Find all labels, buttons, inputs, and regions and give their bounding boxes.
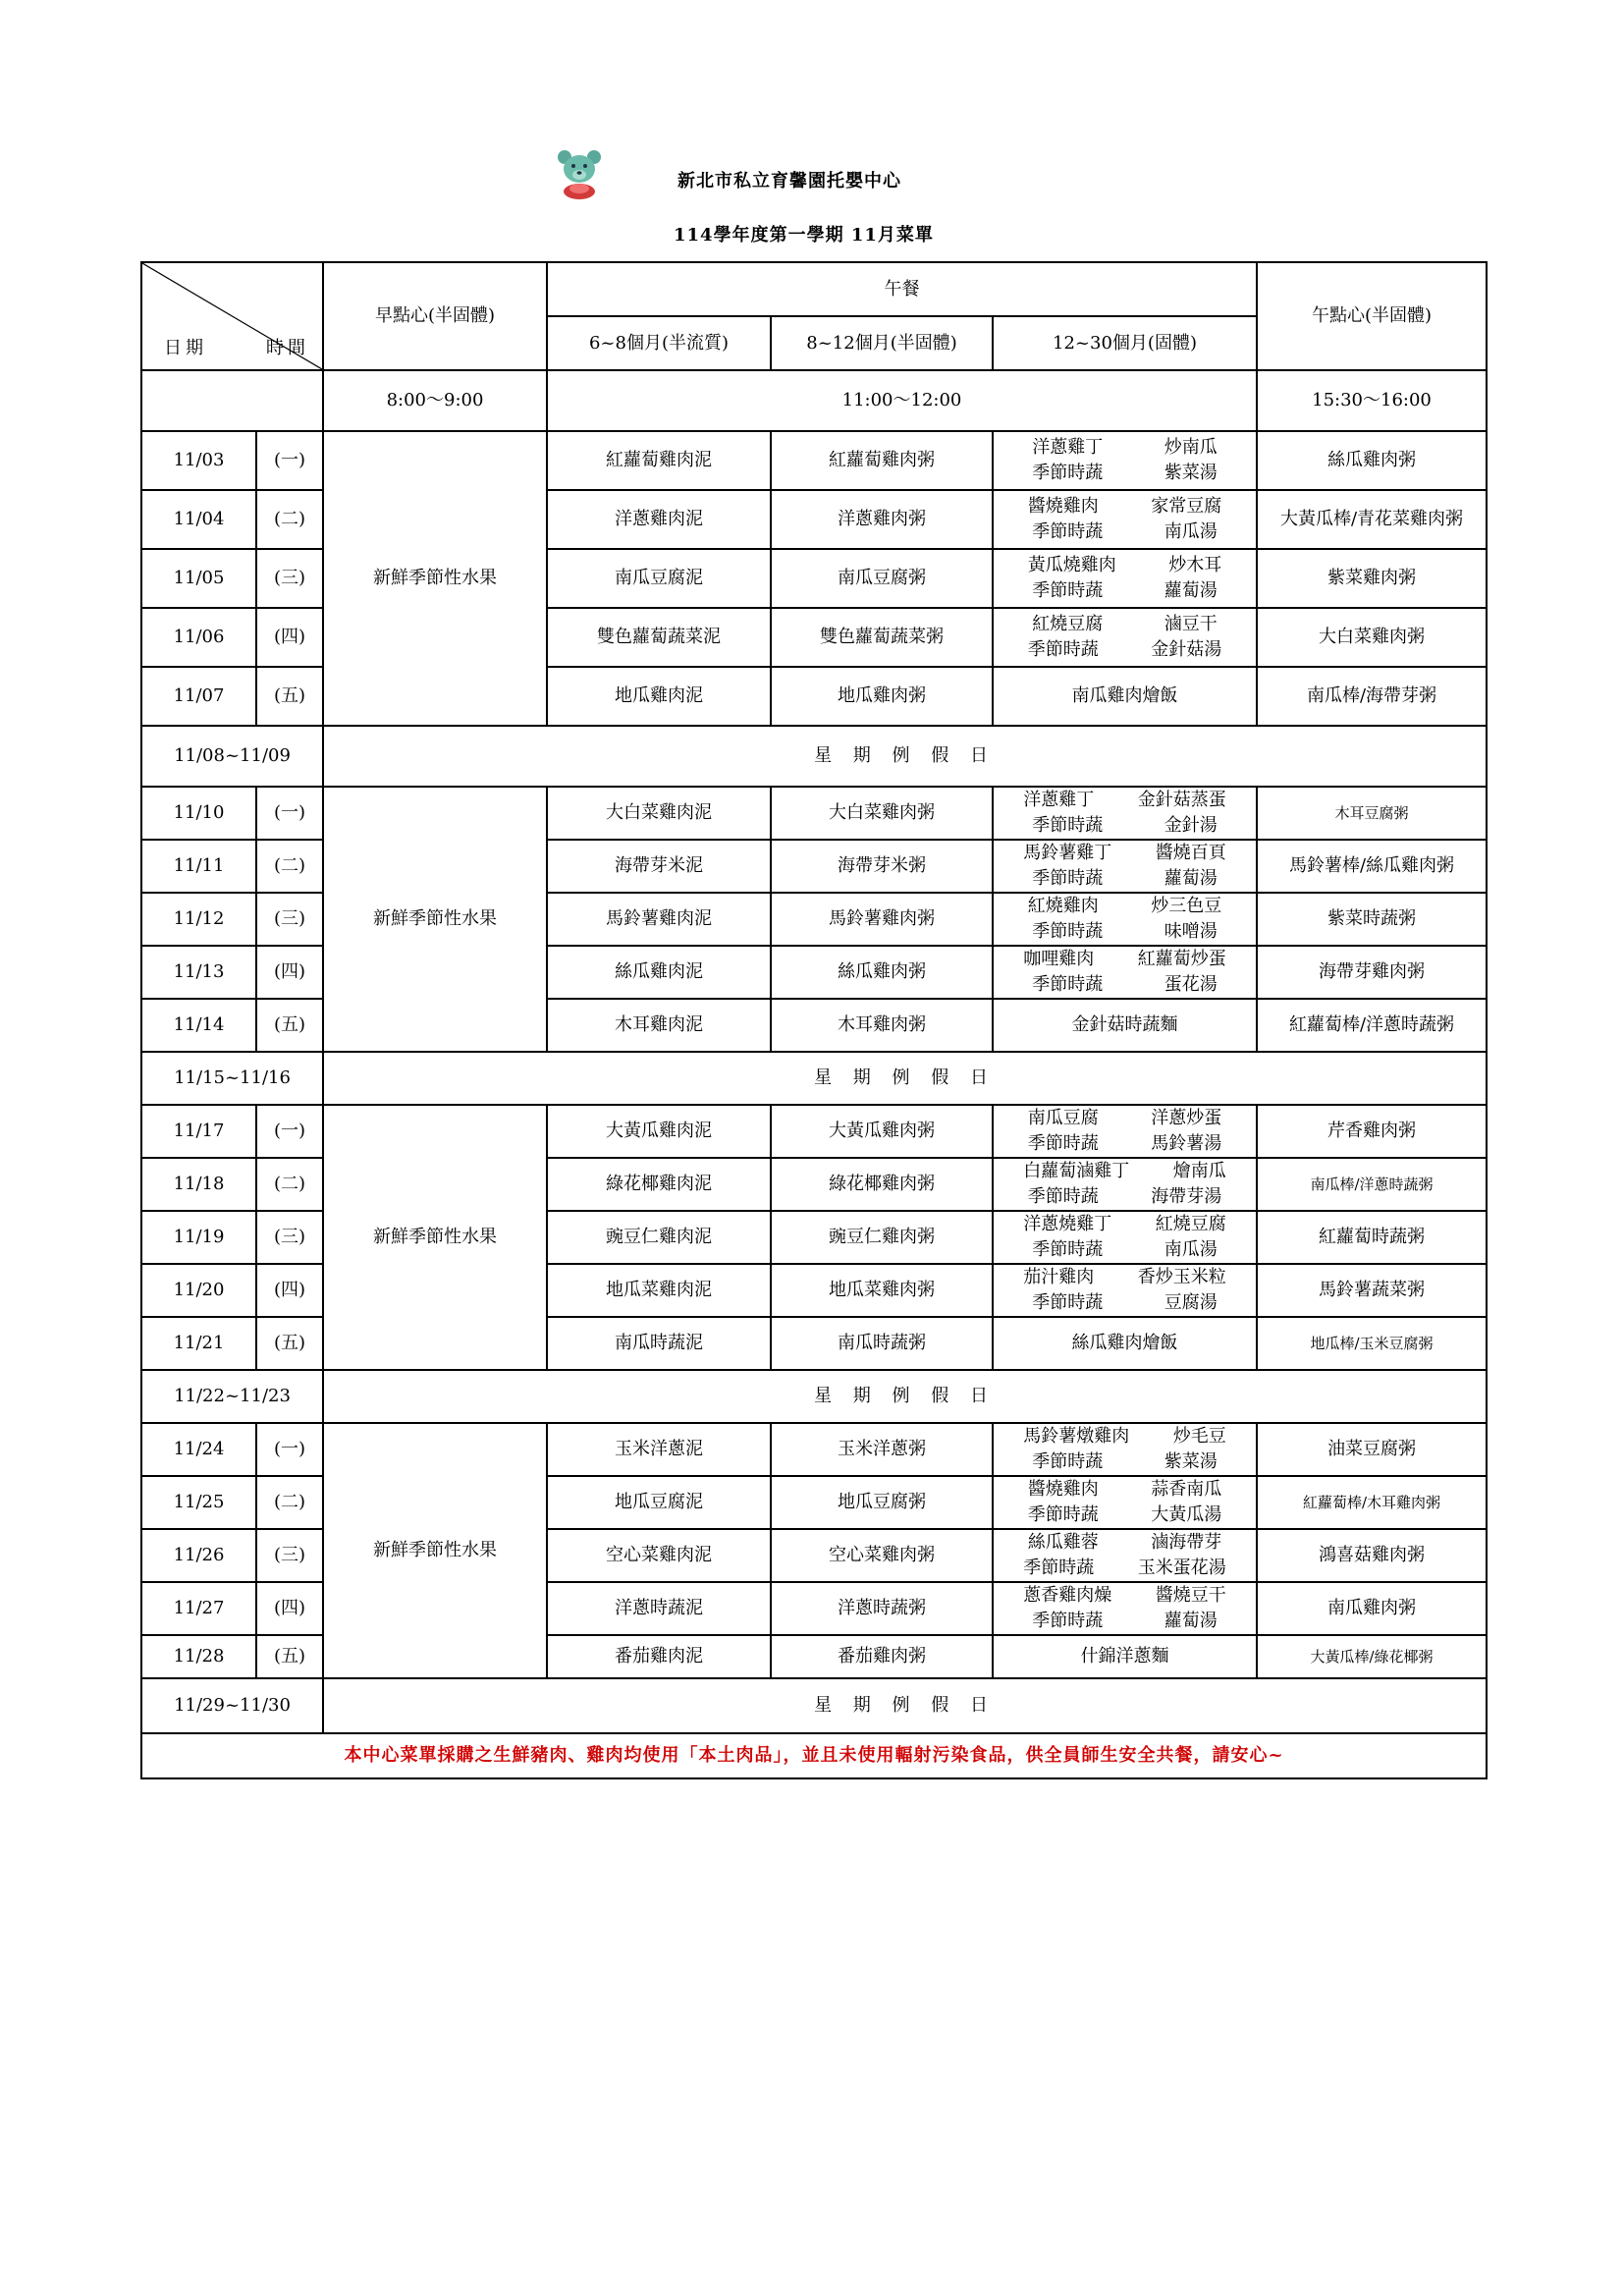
weekday-cell: (一): [256, 787, 323, 840]
breakfast-cell: 新鮮季節性水果: [323, 787, 547, 1052]
lunch-6-8-cell: 地瓜雞肉泥: [547, 667, 771, 726]
side-dish: 家常豆腐: [1151, 496, 1222, 517]
lunch-12-30-cell: [993, 946, 1257, 999]
lunch-8-12-cell: 海帶芽米粥: [771, 840, 993, 893]
lunch-side-line: [996, 637, 1254, 663]
lunch-12-30-cell: [993, 1423, 1257, 1476]
lunch-8-12-cell: 玉米洋蔥粥: [771, 1423, 993, 1476]
holiday-row: [141, 1370, 1487, 1423]
date-header-label: 日期: [164, 338, 207, 358]
side-dish: 紅燒豆腐: [1155, 1214, 1226, 1234]
side-dish: 醬燒豆干: [1155, 1585, 1226, 1606]
vegetable-dish: 季節時蔬: [1032, 1239, 1104, 1260]
lunch-6-8-cell: 地瓜豆腐泥: [547, 1476, 771, 1529]
lunch-12-30-cell: [993, 1529, 1257, 1582]
holiday-date-cell: 11/29~11/30: [141, 1678, 323, 1733]
lunch-6-8-cell: 番茄雞肉泥: [547, 1635, 771, 1678]
lunch-12-30-header: 12~30個月(固體): [993, 316, 1257, 370]
snack-cell: 馬鈴薯蔬菜粥: [1257, 1264, 1487, 1317]
weekday-cell: (三): [256, 549, 323, 608]
menu-table: [140, 261, 1488, 1779]
main-dish: 茄汁雞肉: [1023, 1267, 1095, 1287]
notice-row: [141, 1733, 1487, 1778]
lunch-main-line: [996, 894, 1254, 919]
lunch-8-12-cell: 番茄雞肉粥: [771, 1635, 993, 1678]
lunch-12-30-cell: [993, 1264, 1257, 1317]
vegetable-dish: 季節時蔬: [1032, 921, 1104, 942]
breakfast-time: 8:00～9:00: [323, 370, 547, 431]
main-dish: 紅燒雞肉: [1027, 896, 1099, 916]
soup-dish: 南瓜湯: [1164, 1239, 1218, 1260]
snack-cell: 油菜豆腐粥: [1257, 1423, 1487, 1476]
snack-cell: 馬鈴薯棒/絲瓜雞肉粥: [1257, 840, 1487, 893]
menu-row: [141, 1105, 1487, 1158]
snack-cell: 南瓜雞肉粥: [1257, 1582, 1487, 1635]
lunch-8-12-cell: 空心菜雞肉粥: [771, 1529, 993, 1582]
main-dish: 洋蔥燒雞丁: [1023, 1214, 1112, 1234]
lunch-main-line: [996, 841, 1254, 866]
lunch-6-8-cell: 豌豆仁雞肉泥: [547, 1211, 771, 1264]
lunch-6-8-cell: 地瓜菜雞肉泥: [547, 1264, 771, 1317]
soup-dish: 味噌湯: [1164, 921, 1218, 942]
weekday-cell: (四): [256, 1264, 323, 1317]
breakfast-header: 早點心(半固體): [323, 262, 547, 370]
snack-cell: 大黃瓜棒/青花菜雞肉粥: [1257, 490, 1487, 549]
soup-dish: 紫菜湯: [1164, 1451, 1218, 1472]
weekday-cell: (一): [256, 1423, 323, 1476]
main-dish: 絲瓜雞蓉: [1027, 1532, 1099, 1553]
side-dish: 炒木耳: [1168, 555, 1222, 575]
weekday-cell: (四): [256, 608, 323, 667]
main-dish: 洋蔥雞丁: [1023, 790, 1095, 810]
lunch-6-8-cell: 絲瓜雞肉泥: [547, 946, 771, 999]
date-cell: 11/11: [141, 840, 256, 893]
vegetable-dish: 季節時蔬: [1032, 521, 1104, 542]
lunch-8-12-cell: 馬鈴薯雞肉粥: [771, 893, 993, 946]
vegetable-dish: 季節時蔬: [1027, 639, 1099, 660]
side-dish: 燴南瓜: [1172, 1161, 1226, 1181]
lunch-side-line: [996, 1184, 1254, 1210]
vegetable-dish: 季節時蔬: [1032, 1451, 1104, 1472]
lunch-12-30-cell: [993, 893, 1257, 946]
lunch-8-12-cell: 大白菜雞肉粥: [771, 787, 993, 840]
side-dish: 炒三色豆: [1151, 896, 1222, 916]
snack-cell: 紅蘿蔔棒/洋蔥時蔬粥: [1257, 999, 1487, 1052]
lunch-12-30-cell: [993, 549, 1257, 608]
snack-cell: 南瓜棒/海帶芽粥: [1257, 667, 1487, 726]
lunch-12-30-cell: [993, 1582, 1257, 1635]
lunch-6-8-cell: 木耳雞肉泥: [547, 999, 771, 1052]
lunch-8-12-cell: 豌豆仁雞肉粥: [771, 1211, 993, 1264]
snack-cell: 紅蘿蔔棒/木耳雞肉粥: [1257, 1476, 1487, 1529]
lunch-12-30-cell: [993, 608, 1257, 667]
lunch-side-line: [996, 1131, 1254, 1157]
lunch-8-12-cell: 地瓜豆腐粥: [771, 1476, 993, 1529]
lunch-12-30-cell: 絲瓜雞肉燴飯: [993, 1317, 1257, 1370]
date-cell: 11/10: [141, 787, 256, 840]
lunch-12-30-cell: [993, 1476, 1257, 1529]
lunch-8-12-cell: 南瓜時蔬粥: [771, 1317, 993, 1370]
lunch-8-12-cell: 木耳雞肉粥: [771, 999, 993, 1052]
date-cell: 11/25: [141, 1476, 256, 1529]
date-cell: 11/12: [141, 893, 256, 946]
lunch-main-line: [996, 1106, 1254, 1131]
lunch-6-8-cell: 大黃瓜雞肉泥: [547, 1105, 771, 1158]
lunch-side-line: [996, 578, 1254, 604]
vegetable-dish: 季節時蔬: [1032, 974, 1104, 995]
soup-dish: 馬鈴薯湯: [1151, 1133, 1222, 1154]
side-dish: 金針菇蒸蛋: [1137, 790, 1226, 810]
lunch-header: 午餐: [547, 262, 1257, 316]
side-dish: 蒜香南瓜: [1151, 1479, 1222, 1500]
lunch-8-12-cell: 雙色蘿蔔蔬菜粥: [771, 608, 993, 667]
holiday-label-cell: 星 期 例 假 日: [323, 726, 1487, 787]
lunch-side-line: [996, 1503, 1254, 1528]
lunch-8-12-header: 8~12個月(半固體): [771, 316, 993, 370]
holiday-date-cell: 11/15~11/16: [141, 1052, 323, 1105]
side-dish: 炒毛豆: [1172, 1426, 1226, 1447]
snack-cell: 大白菜雞肉粥: [1257, 608, 1487, 667]
lunch-main-line: [996, 553, 1254, 578]
date-cell: 11/17: [141, 1105, 256, 1158]
vegetable-dish: 季節時蔬: [1027, 1504, 1099, 1525]
breakfast-cell: 新鮮季節性水果: [323, 1423, 547, 1678]
vegetable-dish: 季節時蔬: [1032, 1292, 1104, 1313]
snack-cell: 地瓜棒/玉米豆腐粥: [1257, 1317, 1487, 1370]
date-cell: 11/21: [141, 1317, 256, 1370]
weekday-cell: (一): [256, 431, 323, 490]
side-dish: 滷海帶芽: [1151, 1532, 1222, 1553]
snack-cell: 紫菜時蔬粥: [1257, 893, 1487, 946]
date-cell: 11/26: [141, 1529, 256, 1582]
lunch-main-line: [996, 1424, 1254, 1449]
lunch-side-line: [996, 919, 1254, 945]
lunch-8-12-cell: 南瓜豆腐粥: [771, 549, 993, 608]
holiday-date-cell: 11/08~11/09: [141, 726, 323, 787]
vegetable-dish: 季節時蔬: [1027, 1186, 1099, 1207]
lunch-6-8-cell: 馬鈴薯雞肉泥: [547, 893, 771, 946]
lunch-6-8-cell: 玉米洋蔥泥: [547, 1423, 771, 1476]
lunch-side-line: [996, 1609, 1254, 1634]
notice-text: 本中心菜單採購之生鮮豬肉、雞肉均使用「本土肉品」，並且未使用輻射污染食品，供全員師生安全共餐，請安心~: [141, 1733, 1487, 1778]
lunch-main-line: [996, 494, 1254, 519]
lunch-12-30-cell: [993, 840, 1257, 893]
lunch-6-8-cell: 洋蔥時蔬泥: [547, 1582, 771, 1635]
side-dish: 紅蘿蔔炒蛋: [1137, 949, 1226, 969]
side-dish: 滷豆干: [1164, 614, 1218, 634]
side-dish: 醬燒百頁: [1155, 843, 1226, 863]
vegetable-dish: 季節時蔬: [1032, 1611, 1104, 1631]
date-cell: 11/27: [141, 1582, 256, 1635]
holiday-label-cell: 星 期 例 假 日: [323, 1370, 1487, 1423]
lunch-side-line: [996, 972, 1254, 998]
weekday-cell: (五): [256, 999, 323, 1052]
lunch-6-8-cell: 空心菜雞肉泥: [547, 1529, 771, 1582]
date-cell: 11/24: [141, 1423, 256, 1476]
snack-cell: 鴻喜菇雞肉粥: [1257, 1529, 1487, 1582]
soup-dish: 豆腐湯: [1164, 1292, 1218, 1313]
soup-dish: 蘿蔔湯: [1164, 580, 1218, 601]
side-dish: 香炒玉米粒: [1137, 1267, 1226, 1287]
weekday-cell: (四): [256, 1582, 323, 1635]
holiday-label-cell: 星 期 例 假 日: [323, 1678, 1487, 1733]
lunch-12-30-cell: [993, 1105, 1257, 1158]
main-dish: 馬鈴薯燉雞肉: [1023, 1426, 1130, 1447]
lunch-6-8-cell: 大白菜雞肉泥: [547, 787, 771, 840]
lunch-8-12-cell: 綠花椰雞肉粥: [771, 1158, 993, 1211]
lunch-main-line: [996, 947, 1254, 972]
date-cell: 11/14: [141, 999, 256, 1052]
lunch-side-line: [996, 461, 1254, 486]
lunch-12-30-cell: 金針菇時蔬麵: [993, 999, 1257, 1052]
snack-cell: 大黃瓜棒/綠花椰粥: [1257, 1635, 1487, 1678]
lunch-main-line: [996, 1265, 1254, 1290]
soup-dish: 紫菜湯: [1164, 463, 1218, 483]
side-dish: 炒南瓜: [1164, 437, 1218, 458]
date-cell: 11/19: [141, 1211, 256, 1264]
date-time-header-bottom: [141, 370, 323, 431]
lunch-side-line: [996, 519, 1254, 545]
menu-row: [141, 1423, 1487, 1476]
side-dish: 洋蔥炒蛋: [1151, 1108, 1222, 1128]
weekday-cell: (一): [256, 1105, 323, 1158]
lunch-8-12-cell: 洋蔥時蔬粥: [771, 1582, 993, 1635]
lunch-6-8-cell: 雙色蘿蔔蔬菜泥: [547, 608, 771, 667]
date-cell: 11/05: [141, 549, 256, 608]
lunch-main-line: [996, 1583, 1254, 1609]
snack-cell: 海帶芽雞肉粥: [1257, 946, 1487, 999]
snack-cell: 木耳豆腐粥: [1257, 787, 1487, 840]
menu-subtitle: 114學年度第一學期 11月菜單: [674, 225, 934, 246]
weekday-cell: (五): [256, 1317, 323, 1370]
soup-dish: 金針湯: [1164, 815, 1218, 836]
lunch-12-30-cell: [993, 787, 1257, 840]
main-dish: 醬燒雞肉: [1027, 496, 1099, 517]
weekday-cell: (四): [256, 946, 323, 999]
snack-cell: 紫菜雞肉粥: [1257, 549, 1487, 608]
vegetable-dish: 季節時蔬: [1032, 580, 1104, 601]
snack-cell: 紅蘿蔔時蔬粥: [1257, 1211, 1487, 1264]
lunch-6-8-cell: 洋蔥雞肉泥: [547, 490, 771, 549]
menu-row: [141, 787, 1487, 840]
bear-logo-icon: [555, 147, 604, 201]
lunch-side-line: [996, 1449, 1254, 1475]
lunch-main-line: [996, 1477, 1254, 1503]
holiday-label-cell: 星 期 例 假 日: [323, 1052, 1487, 1105]
vegetable-dish: 季節時蔬: [1032, 463, 1104, 483]
date-cell: 11/18: [141, 1158, 256, 1211]
lunch-main-line: [996, 788, 1254, 813]
date-time-header: [141, 262, 323, 370]
lunch-12-30-cell: [993, 1158, 1257, 1211]
lunch-main-line: [996, 435, 1254, 461]
holiday-date-cell: 11/22~11/23: [141, 1370, 323, 1423]
lunch-8-12-cell: 地瓜雞肉粥: [771, 667, 993, 726]
lunch-6-8-cell: 南瓜豆腐泥: [547, 549, 771, 608]
lunch-main-line: [996, 1530, 1254, 1556]
snack-cell: 絲瓜雞肉粥: [1257, 431, 1487, 490]
lunch-6-8-cell: 紅蘿蔔雞肉泥: [547, 431, 771, 490]
soup-dish: 蛋花湯: [1164, 974, 1218, 995]
lunch-8-12-cell: 地瓜菜雞肉粥: [771, 1264, 993, 1317]
weekday-cell: (二): [256, 1476, 323, 1529]
lunch-side-line: [996, 866, 1254, 892]
holiday-row: [141, 726, 1487, 787]
weekday-cell: (三): [256, 1529, 323, 1582]
date-cell: 11/03: [141, 431, 256, 490]
breakfast-cell: 新鮮季節性水果: [323, 1105, 547, 1370]
menu-row: [141, 431, 1487, 490]
lunch-main-line: [996, 612, 1254, 637]
soup-dish: 海帶芽湯: [1151, 1186, 1222, 1207]
date-cell: 11/13: [141, 946, 256, 999]
lunch-12-30-cell: 南瓜雞肉燴飯: [993, 667, 1257, 726]
vegetable-dish: 季節時蔬: [1027, 1133, 1099, 1154]
lunch-6-8-cell: 南瓜時蔬泥: [547, 1317, 771, 1370]
vegetable-dish: 季節時蔬: [1032, 815, 1104, 836]
lunch-12-30-cell: [993, 1211, 1257, 1264]
date-cell: 11/06: [141, 608, 256, 667]
weekday-cell: (三): [256, 893, 323, 946]
soup-dish: 玉米蛋花湯: [1137, 1558, 1226, 1578]
weekday-cell: (三): [256, 1211, 323, 1264]
breakfast-cell: 新鮮季節性水果: [323, 431, 547, 726]
soup-dish: 大黃瓜湯: [1151, 1504, 1222, 1525]
lunch-12-30-cell: [993, 431, 1257, 490]
main-dish: 洋蔥雞丁: [1032, 437, 1104, 458]
weekday-cell: (二): [256, 1158, 323, 1211]
date-cell: 11/20: [141, 1264, 256, 1317]
lunch-8-12-cell: 洋蔥雞肉粥: [771, 490, 993, 549]
lunch-main-line: [996, 1159, 1254, 1184]
soup-dish: 蘿蔔湯: [1164, 1611, 1218, 1631]
lunch-8-12-cell: 大黃瓜雞肉粥: [771, 1105, 993, 1158]
weekday-cell: (五): [256, 667, 323, 726]
holiday-row: [141, 1052, 1487, 1105]
vegetable-dish: 季節時蔬: [1032, 868, 1104, 889]
soup-dish: 南瓜湯: [1164, 521, 1218, 542]
date-cell: 11/04: [141, 490, 256, 549]
lunch-12-30-cell: 什錦洋蔥麵: [993, 1635, 1257, 1678]
main-dish: 蔥香雞肉燥: [1023, 1585, 1112, 1606]
lunch-main-line: [996, 1212, 1254, 1237]
weekday-cell: (二): [256, 490, 323, 549]
time-header-label: 時間: [266, 338, 309, 358]
vegetable-dish: 季節時蔬: [1023, 1558, 1095, 1578]
weekday-cell: (五): [256, 1635, 323, 1678]
date-cell: 11/28: [141, 1635, 256, 1678]
lunch-side-line: [996, 1556, 1254, 1581]
soup-dish: 金針菇湯: [1151, 639, 1222, 660]
main-dish: 馬鈴薯雞丁: [1023, 843, 1112, 863]
weekday-cell: (二): [256, 840, 323, 893]
snack-cell: 南瓜棒/洋蔥時蔬粥: [1257, 1158, 1487, 1211]
lunch-6-8-cell: 綠花椰雞肉泥: [547, 1158, 771, 1211]
lunch-side-line: [996, 813, 1254, 839]
lunch-side-line: [996, 1290, 1254, 1316]
main-dish: 南瓜豆腐: [1027, 1108, 1099, 1128]
main-dish: 白蘿蔔滷雞丁: [1023, 1161, 1130, 1181]
date-cell: 11/07: [141, 667, 256, 726]
lunch-8-12-cell: 紅蘿蔔雞肉粥: [771, 431, 993, 490]
main-dish: 紅燒豆腐: [1032, 614, 1104, 634]
snack-time: 15:30～16:00: [1257, 370, 1487, 431]
lunch-8-12-cell: 絲瓜雞肉粥: [771, 946, 993, 999]
lunch-6-8-header: 6~8個月(半流質): [547, 316, 771, 370]
main-dish: 黃瓜燒雞肉: [1027, 555, 1116, 575]
lunch-12-30-cell: [993, 490, 1257, 549]
holiday-row: [141, 1678, 1487, 1733]
snack-cell: 芹香雞肉粥: [1257, 1105, 1487, 1158]
soup-dish: 蘿蔔湯: [1164, 868, 1218, 889]
lunch-6-8-cell: 海帶芽米泥: [547, 840, 771, 893]
lunch-time: 11:00～12:00: [547, 370, 1257, 431]
lunch-side-line: [996, 1237, 1254, 1263]
snack-header: 午點心(半固體): [1257, 262, 1487, 370]
main-dish: 咖哩雞肉: [1023, 949, 1095, 969]
school-title: 新北市私立育馨園托嬰中心: [677, 171, 901, 191]
main-dish: 醬燒雞肉: [1027, 1479, 1099, 1500]
